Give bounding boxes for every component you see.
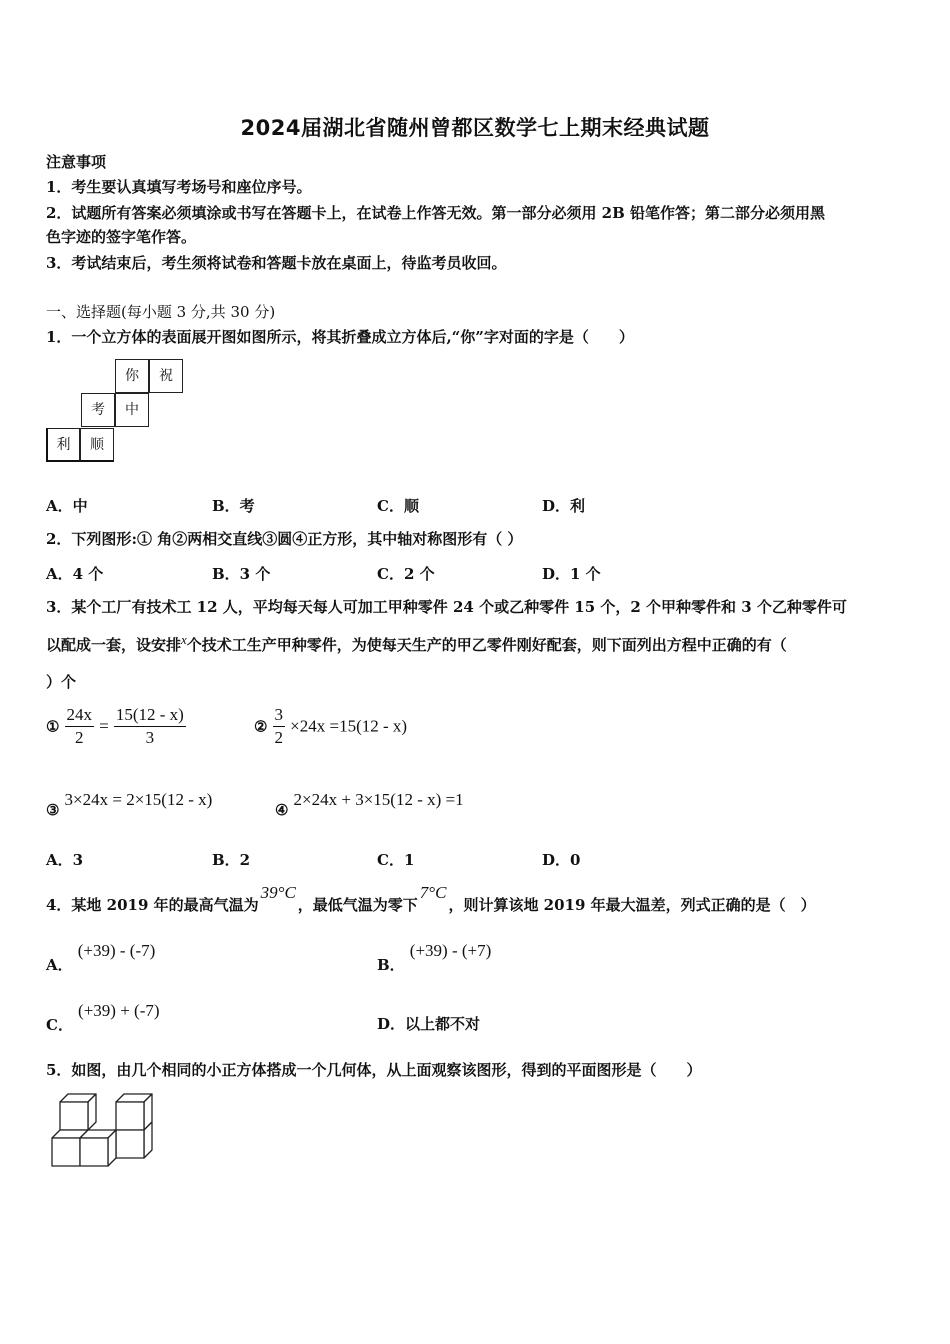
- q3-option-c: C．1: [377, 851, 415, 869]
- q4-temp-low: 7°C: [419, 883, 447, 902]
- q3-equation-2: [254, 705, 407, 748]
- q3-stem-line3: ）个: [46, 673, 77, 691]
- net-cell-kao: 考: [81, 393, 115, 427]
- q3-option-b: B．2: [212, 851, 251, 869]
- net-cell-zhu: 祝: [149, 359, 183, 393]
- eq4-marker: ④: [275, 801, 289, 819]
- q1-stem: 1．一个立方体的表面展开图如图所示，将其折叠成立方体后,“你”字对面的字是（ ）: [46, 328, 634, 346]
- q4-option-d: D．以上都不对: [377, 1015, 481, 1033]
- q4-option-c: [46, 1000, 160, 1034]
- q4-stem-c: ，则计算该地 2019 年最大温差，列式正确的是（ ）: [448, 896, 816, 914]
- q2-option-a: A．4 个: [46, 565, 104, 583]
- eq2-expression: ×24x =15(12 - x): [290, 716, 408, 736]
- notes-item-2-cont: 色字迹的签字笔作答。: [46, 228, 197, 246]
- q3-equation-1: [46, 705, 186, 748]
- eq1-left-numerator: 24x: [65, 705, 95, 727]
- q1-option-a: A．中: [46, 497, 88, 515]
- eq2-denominator: 2: [274, 728, 284, 747]
- q3-stem-line2-a: 以配成一套，设安排: [46, 636, 182, 654]
- eq2-marker: ②: [254, 717, 268, 736]
- eq3-expression: 3×24x = 2×15(12 - x): [64, 790, 213, 809]
- q5-stem: 5．如图，由几个相同的小正方体搭成一个几何体，从上面观察该图形，得到的平面图形是（ ）: [46, 1061, 702, 1079]
- q4-stem: [46, 883, 816, 915]
- q4-option-b-expr: (+39) - (+7): [409, 941, 492, 960]
- q4-temp-high: 39°C: [260, 883, 296, 902]
- q2-option-d: D．1 个: [542, 565, 601, 583]
- eq2-fraction: [273, 705, 286, 748]
- q2-option-c: C．2 个: [377, 565, 435, 583]
- net-cell-shun: 顺: [80, 428, 114, 462]
- eq1-right-denominator: 3: [145, 728, 155, 747]
- q4-option-c-label: C．: [46, 1016, 73, 1034]
- cube-right-top: [116, 1094, 152, 1130]
- q1-option-d: D．利: [542, 497, 586, 515]
- q4-option-a-expr: (+39) - (-7): [77, 941, 156, 960]
- q1-option-b: B．考: [212, 497, 255, 515]
- eq1-left-denominator: 2: [75, 728, 84, 747]
- eq1-right-numerator: 15(12 - x): [114, 705, 186, 727]
- q3-equation-3: [46, 790, 213, 819]
- net-cell-li: 利: [46, 428, 80, 462]
- q4-option-b-label: B．: [377, 956, 405, 974]
- eq4-expression: 2×24x + 3×15(12 - x) =1: [293, 790, 464, 809]
- cube-stack-figure: [46, 1088, 158, 1172]
- q3-stem-line2: [46, 632, 787, 656]
- q2-stem: 2．下列图形:① 角②两相交直线③圆④正方形，其中轴对称图形有（ ）: [46, 530, 523, 548]
- notes-heading: 注意事项: [46, 153, 107, 171]
- eq1-right-fraction: [114, 705, 186, 748]
- q2-option-b: B．3 个: [212, 565, 271, 583]
- q4-option-b: [377, 940, 492, 974]
- eq2-numerator: 3: [273, 705, 286, 727]
- q1-option-c: C．顺: [377, 497, 419, 515]
- net-cell-ni: 你: [115, 359, 149, 393]
- q3-equation-4: [275, 790, 464, 819]
- q3-variable-x: x: [181, 632, 187, 647]
- q3-stem-line1: 3．某个工厂有技术工 12 人，平均每天每人可加工甲种零件 24 个或乙种零件 15 个，2 个甲种零件和 3 个乙种零件可: [46, 598, 847, 616]
- net-cell-zhong: 中: [115, 393, 149, 427]
- page-title: 2024届湖北省随州曾都区数学七上期末经典试题: [240, 116, 710, 140]
- q4-option-c-expr: (+39) + (-7): [78, 1001, 160, 1020]
- eq3-marker: ③: [46, 801, 60, 819]
- eq1-marker: ①: [46, 717, 60, 736]
- section-heading: 一、选择题(每小题 3 分,共 30 分): [46, 303, 276, 321]
- q4-stem-b: ，最低气温为零下: [297, 896, 418, 914]
- q4-stem-a: 4．某地 2019 年的最高气温为: [46, 896, 259, 914]
- cube-left-top: [60, 1094, 96, 1130]
- q4-option-a: [46, 940, 156, 974]
- q3-option-a: A．3: [46, 851, 84, 869]
- notes-item-2: 2．试题所有答案必须填涂或书写在答题卡上，在试卷上作答无效。第一部分必须用 2B 铅笔作答；第二部分必须用黑: [46, 204, 826, 222]
- notes-item-3: 3．考试结束后，考生须将试卷和答题卡放在桌面上，待监考员收回。: [46, 254, 507, 272]
- cube-front-middle: [80, 1130, 116, 1166]
- q4-option-a-label: A．: [46, 956, 73, 974]
- notes-item-1: 1．考生要认真填写考场号和座位序号。: [46, 178, 312, 196]
- q3-option-d: D．0: [542, 851, 581, 869]
- q3-stem-line2-b: 个技术工生产甲种零件，为使每天生产的甲乙零件刚好配套，则下面列出方程中正确的有（: [186, 636, 787, 654]
- eq1-equals: =: [99, 716, 109, 736]
- eq1-left-fraction: [65, 705, 95, 748]
